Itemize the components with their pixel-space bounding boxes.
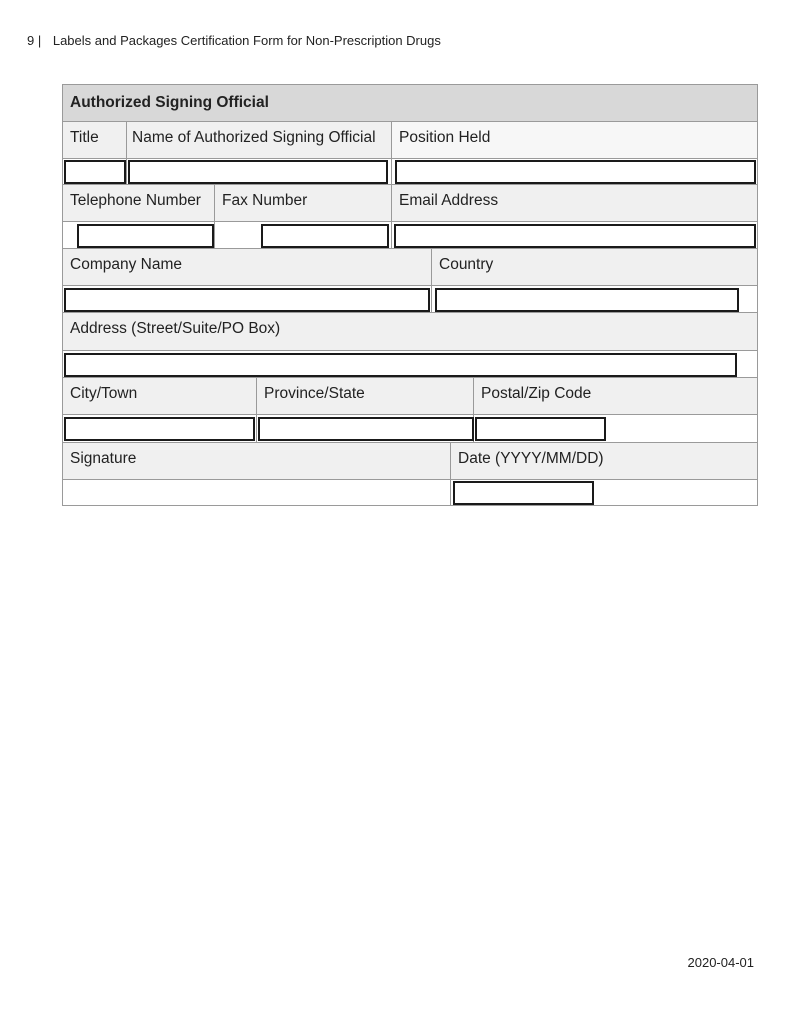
telephone-label: Telephone Number (63, 185, 215, 222)
telephone-input[interactable] (77, 224, 214, 248)
address-input-cell (63, 351, 757, 378)
position-label: Position Held (392, 122, 757, 159)
province-input[interactable] (258, 417, 474, 441)
date-input-cell (451, 480, 757, 505)
company-input[interactable] (64, 288, 430, 312)
address-label: Address (Street/Suite/PO Box) (63, 313, 757, 351)
name-label: Name of Authorized Signing Official (127, 122, 392, 159)
fax-label: Fax Number (215, 185, 392, 222)
position-input[interactable] (395, 160, 756, 184)
city-input[interactable] (64, 417, 255, 441)
name-input-cell (127, 159, 392, 185)
postal-input-cell (474, 415, 757, 443)
country-label: Country (432, 249, 757, 286)
title-input[interactable] (64, 160, 126, 184)
page-number: 9 | (27, 33, 42, 48)
signature-area[interactable] (63, 480, 451, 505)
address-input[interactable] (64, 353, 737, 377)
city-input-cell (63, 415, 257, 443)
signature-label: Signature (63, 443, 451, 480)
title-label: Title (63, 122, 127, 159)
email-input[interactable] (394, 224, 756, 248)
authorized-signing-official-form (62, 84, 758, 506)
title-input-cell (63, 159, 127, 185)
city-label: City/Town (63, 378, 257, 415)
date-label: Date (YYYY/MM/DD) (451, 443, 757, 480)
document-title: Labels and Packages Certification Form for Non-Prescription Drugs (52, 33, 441, 48)
postal-input[interactable] (475, 417, 606, 441)
position-input-cell (392, 159, 757, 185)
country-input-cell (432, 286, 757, 313)
date-input[interactable] (453, 481, 594, 505)
page-header (27, 33, 441, 48)
province-label: Province/State (257, 378, 474, 415)
version-date: 2020-04-01 (687, 955, 754, 970)
email-label: Email Address (392, 185, 757, 222)
email-input-cell (392, 222, 757, 249)
fax-input-cell (215, 222, 392, 249)
province-input-cell (257, 415, 474, 443)
company-input-cell (63, 286, 432, 313)
fax-input[interactable] (261, 224, 389, 248)
company-label: Company Name (63, 249, 432, 286)
telephone-input-cell (63, 222, 215, 249)
postal-label: Postal/Zip Code (474, 378, 757, 415)
country-input[interactable] (435, 288, 739, 312)
name-input[interactable] (128, 160, 388, 184)
section-title: Authorized Signing Official (63, 85, 757, 122)
